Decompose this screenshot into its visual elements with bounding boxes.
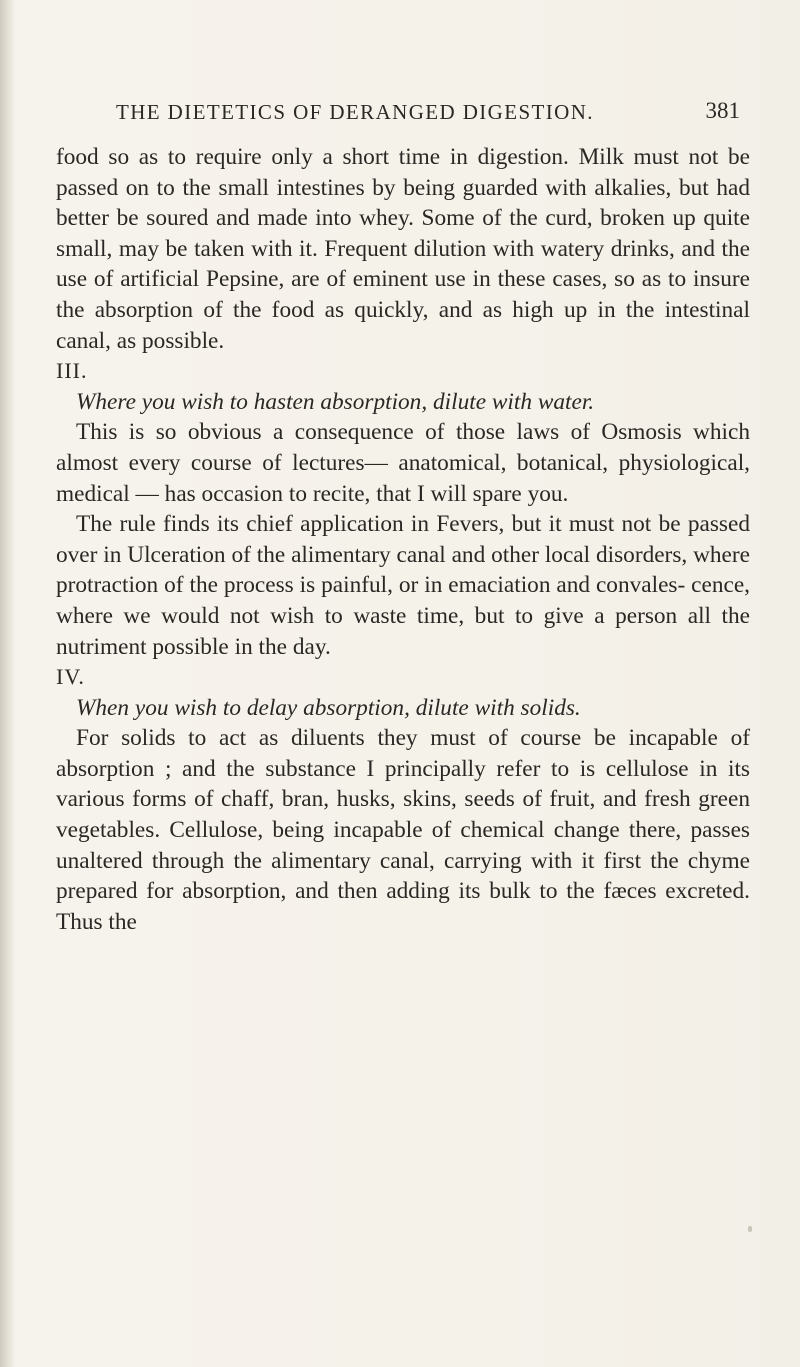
paragraph-1: food so as to require only a short time in digestion. Milk must not be passed on to the small intestines by being guarded with alkalies, but had better be soured and made into whey. Some of the curd, broken up quite small, may be taken with it. Frequent dilution with watery drinks, and the use of artificial Pepsine, are of eminent use in these cases, so as to insure the absorption of the food as quickly, and as high up in the intestinal canal, as possible. [56, 144, 750, 354]
page-gutter-shadow [0, 0, 14, 1367]
paragraph-2: This is so obvious a consequence of those laws of Osmosis which almost every course of lectures— anatomical, botanical, physiological, medical — has occasion to recite, that I will spare you. [56, 419, 750, 507]
section-numeral-iii: III. [56, 358, 88, 384]
rule-heading-iv: When you wish to delay absorption, dilute with solids. [76, 694, 581, 721]
running-head: THE DIETETICS OF DERANGED DIGESTION. [116, 100, 594, 124]
body-text [56, 142, 750, 937]
paragraph-3: The rule finds its chief application in Fevers, but it must not be passed over in Ulceration of the alimentary canal and other local disorders, where protraction of the process is painful, or in emaciation and convales- cence, where we would not wish to waste time, but to give a person all the nutriment possible in the day. [56, 511, 750, 660]
paper-speck [748, 1226, 752, 1232]
page-header [116, 100, 740, 140]
paragraph-4: For solids to act as diluents they must of course be incapable of absorption ; and the substance I principally refer to is cellulose in its various forms of chaff, bran, husks, skins, seeds of fruit, and fresh green vegetables. Cellulose, being incapable of chemical change there, passes unaltered through the alimentary canal, carrying with it first the chyme prepared for absorption, and then adding its bulk to the fæces excreted. Thus the [56, 725, 750, 935]
section-numeral-iv: IV. [56, 664, 85, 690]
page-number: 381 [705, 98, 740, 123]
rule-heading-iii: Where you wish to hasten absorption, dilute with water. [76, 388, 595, 415]
